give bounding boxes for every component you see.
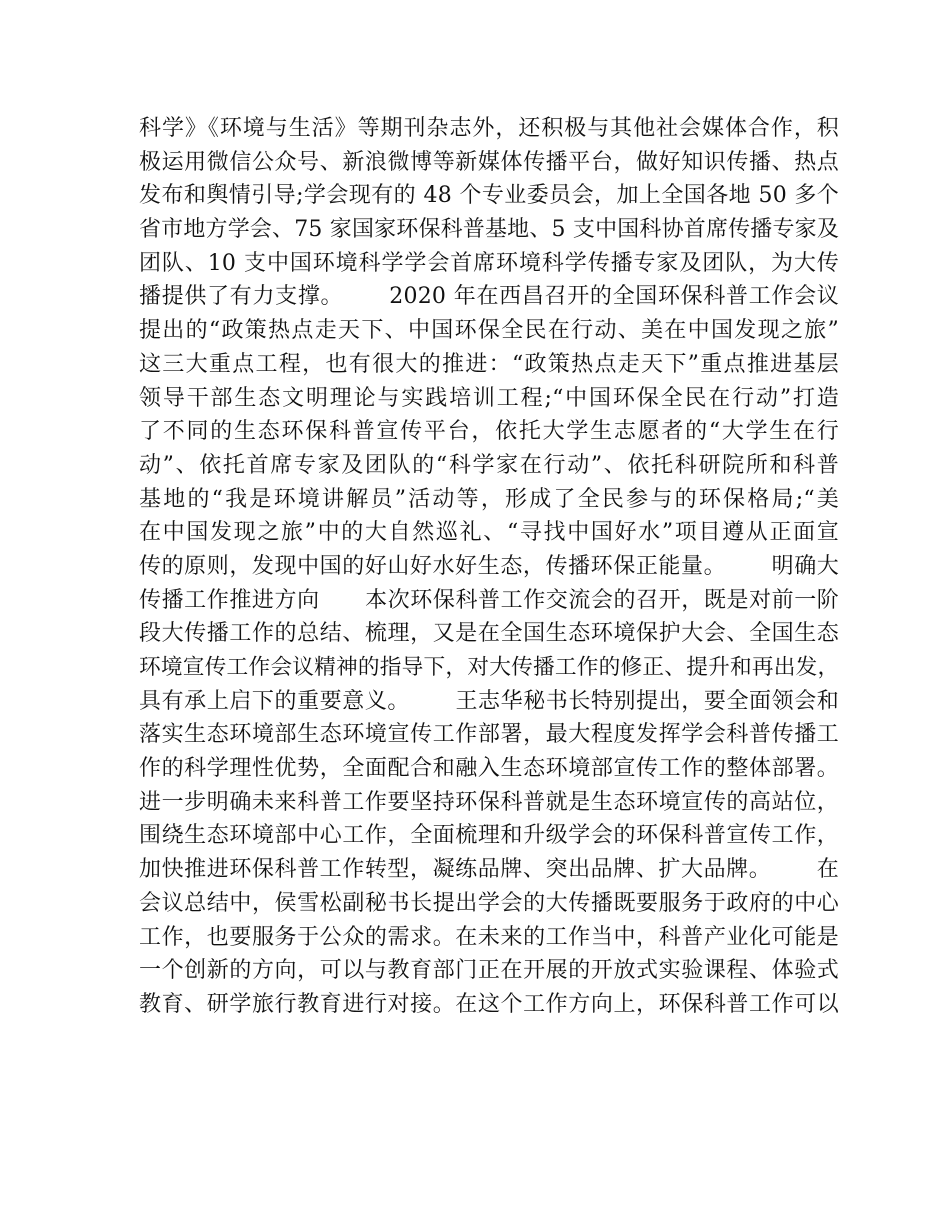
text-line: 落实生态环境部生态环境宣传工作部署，最大程度发挥学会科普传播工 <box>139 722 839 748</box>
text-line: 提出的“政策热点走天下、中国环保全民在行动、美在中国发现之旅” <box>139 318 839 344</box>
text-line: 一个创新的方向，可以与教育部门正在开展的开放式实验课程、体验式 <box>139 958 839 984</box>
text-line: 在中国发现之旅”中的大自然巡礼、“寻找中国好水”项目遵从正面宣 <box>139 520 839 546</box>
text-line: 作的科学理性优势，全面配合和融入生态环境部宣传工作的整体部署。 <box>139 756 839 782</box>
text-line: 会议总结中，侯雪松副秘书长提出学会的大传播既要服务于政府的中心 <box>139 890 839 916</box>
text-line: 团队、10 支中国环境科学学会首席环境科学传播专家及团队，为大传 <box>139 250 839 276</box>
text-line: 领导干部生态文明理论与实践培训工程;“中国环保全民在行动”打造 <box>139 385 839 411</box>
text-line: 基地的“我是环境讲解员”活动等，形成了全民参与的环保格局;“美 <box>139 486 839 512</box>
text-line: 传的原则，发现中国的好山好水好生态，传播环保正能量。 明确大 <box>139 553 839 579</box>
text-line: 加快推进环保科普工作转型，凝练品牌、突出品牌、扩大品牌。 在 <box>139 857 839 883</box>
text-line: 工作，也要服务于公众的需求。在未来的工作当中，科普产业化可能是 <box>139 924 839 950</box>
text-line: 这三大重点工程，也有很大的推进：“政策热点走天下”重点推进基层 <box>139 351 839 377</box>
text-line: 具有承上启下的重要意义。 王志华秘书长特别提出，要全面领会和 <box>139 688 839 714</box>
text-line: 传播工作推进方向 本次环保科普工作交流会的召开，既是对前一阶 <box>139 587 839 613</box>
text-line: 科学》《环境与生活》等期刊杂志外，还积极与其他社会媒体合作，积 <box>139 116 839 141</box>
text-line: 省市地方学会、75 家国家环保科普基地、5 支中国科协首席传播专家及 <box>139 217 839 243</box>
text-line: 教育、研学旅行教育进行对接。在这个工作方向上，环保科普工作可以 <box>139 991 839 1017</box>
text-line: 段大传播工作的总结、梳理，又是在全国生态环境保护大会、全国生态 <box>139 621 839 647</box>
text-line: 动”、依托首席专家及团队的“科学家在行动”、依托科研院所和科普 <box>139 452 839 478</box>
text-line: 围绕生态环境部中心工作，全面梳理和升级学会的环保科普宣传工作， <box>139 823 839 849</box>
text-line: 极运用微信公众号、新浪微博等新媒体传播平台，做好知识传播、热点 <box>139 149 839 175</box>
text-line: 进一步明确未来科普工作要坚持环保科普就是生态环境宣传的高站位， <box>139 789 839 815</box>
text-line: 环境宣传工作会议精神的指导下，对大传播工作的修正、提升和再出发， <box>139 655 840 680</box>
body-text <box>139 112 839 1022</box>
text-line: 了不同的生态环保科普宣传平台，依托大学生志愿者的“大学生在行 <box>139 419 839 445</box>
text-line: 播提供了有力支撑。 2020 年在西昌召开的全国环保科普工作会议 <box>139 284 839 310</box>
text-line: 发布和舆情引导;学会现有的 48 个专业委员会，加上全国各地 50 多个 <box>139 183 839 209</box>
